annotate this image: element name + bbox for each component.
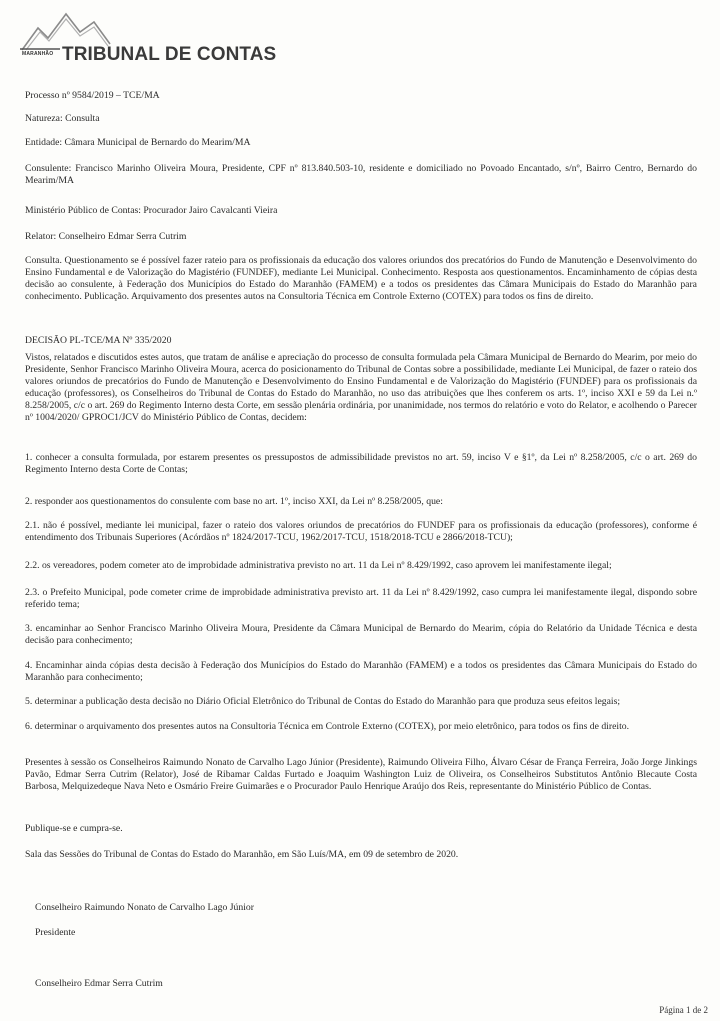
natureza-line: Natureza: Consulta (25, 113, 100, 124)
signature-name-2: Conselheiro Edmar Serra Cutrim (35, 978, 163, 989)
page-number: Página 1 de 2 (659, 1005, 708, 1015)
ementa-paragraph: Consulta. Questionamento se é possível fazer rateio para os profissionais da educação dos valores oriundos dos precatórios do Fundo de Manutenção e Desenvolvimento do Ensino Fundamental e de Valorização do Magistério (FUNDEF), mediante Lei Municipal. Conhecimento. Resposta aos questionamentos. Encaminhamento de cópias desta decisão ao consulente, à Federação dos Municípios do Estado do Maranhão (FAMEM) e a todos os presidentes das Câmara Municipais do Estado do Maranhão para conhecimento. Publicação. Arquivamento dos presentes autos na Consultoria Técnica em Controle Externo (COTEX) para todos os fins de direito. (25, 255, 697, 302)
item-2: 2. responder aos questionamentos do consulente com base no art. 1º, inciso XXI, da Lei nº 8.258/2005, que: (25, 496, 443, 507)
entidade-line: Entidade: Câmara Municipal de Bernardo do Mearim/MA (25, 137, 251, 148)
item-1: 1. conhecer a consulta formulada, por estarem presentes os pressupostos de admissibilidade previstos no art. 59, inciso V e §1º, da Lei nº 8.258/2005, c/c o art. 269 do Regimento Interno desta Corte de Contas; (25, 452, 697, 475)
presentes-paragraph: Presentes à sessão os Conselheiros Raimundo Nonato de Carvalho Lago Júnior (Presidente), Raimundo Oliveira Filho, Álvaro César de França Ferreira, João Jorge Jinkings Pavão, Edmar Serra Cutrim (Relator), José de Ribamar Caldas Furtado e Joaquim Washington Luiz de Oliveira, os Conselheiros Substitutos Antônio Blecaute Costa Barbosa, Melquizedeque Nava Neto e Osmário Freire Guimarães e o Procurador Paulo Henrique Araújo dos Reis, representante do Ministério Público de Contas. (25, 757, 697, 792)
publique-line: Publique-se e cumpra-se. (25, 823, 123, 834)
item-2-1: 2.1. não é possível, mediante lei municipal, fazer o rateio dos valores oriundos de precatórios do FUNDEF para os profissionais da educação (professores), conforme é entendimento dos Tribunais Superiores (Acórdãos nº 1824/2017-TCU, 1962/2017-TCU, 1518/2018-TCU e 2866/2018-TCU); (25, 520, 697, 543)
local-data-line: Sala das Sessões do Tribunal de Contas do Estado do Maranhão, em São Luís/MA, em 09 de setembro de 2020. (25, 849, 459, 860)
tce-logo (20, 8, 277, 68)
signature-role-1: Presidente (35, 927, 76, 938)
ministerio-line: Ministério Público de Contas: Procurador Jairo Cavalcanti Vieira (25, 205, 278, 216)
processo-line: Processo nº 9584/2019 – TCE/MA (25, 90, 160, 101)
preambulo-paragraph: Vistos, relatados e discutidos estes autos, que tratam de análise e apreciação do processo de consulta formulada pela Câmara Municipal de Bernardo do Mearim, por meio do Presidente, Senhor Francisco Marinho Oliveira Moura, acerca do posicionamento do Tribunal de Contas sobre a possibilidade, mediante Lei Municipal, de fazer o rateio dos valores oriundos de precatórios do Fundo de Manutenção e Desenvolvimento do Ensino Fundamental e de Valorização do Magistério (FUNDEF) para os profissionais da educação (professores), os Conselheiros do Tribunal de Contas do Estado do Maranhão, no uso das atribuições que lhes conferem os arts. 1º, inciso XXI e 59 da Lei n.º 8.258/2005, c/c o art. 269 do Regimento Interno desta Corte, em sessão plenária ordinária, por unanimidade, nos termos do relatório e voto do Relator, e acolhendo o Parecer nº 1004/2020/ GPROC1/JCV do Ministério Público de Contas, decidem: (25, 352, 697, 423)
logo-state-text: MARANHÃO (22, 51, 54, 57)
relator-line: Relator: Conselheiro Edmar Serra Cutrim (25, 231, 187, 242)
item-2-2: 2.2. os vereadores, podem cometer ato de improbidade administrativa previsto no art. 11 da Lei nº 8.429/1992, caso aprovem lei manifestamente ilegal; (25, 560, 612, 571)
item-3: 3. encaminhar ao Senhor Francisco Marinho Oliveira Moura, Presidente da Câmara Municipal de Bernardo do Mearim, cópia do Relatório da Unidade Técnica e desta decisão para conhecimento; (25, 623, 697, 646)
decisao-title: DECISÃO PL-TCE/MA Nº 335/2020 (25, 335, 172, 346)
consulente-paragraph: Consulente: Francisco Marinho Oliveira Moura, Presidente, CPF nº 813.840.503-10, residente e domiciliado no Povoado Encantado, s/nº, Bairro Centro, Bernardo do Mearim/MA (25, 163, 697, 186)
signature-name-1: Conselheiro Raimundo Nonato de Carvalho Lago Júnior (35, 902, 255, 913)
item-2-3: 2.3. o Prefeito Municipal, pode cometer crime de improbidade administrativa previsto art. 11 da Lei nº 8.429/1992, caso cumpra lei manifestamente ilegal, dispondo sobre referido tema; (25, 587, 697, 610)
item-4: 4. Encaminhar ainda cópias desta decisão à Federação dos Municípios do Estado do Maranhão (FAMEM) e a todos os presidentes das Câmara Municipais do Estado do Maranhão para conhecimento; (25, 660, 697, 683)
logo-name-text: TRIBUNAL DE CONTAS (62, 44, 277, 65)
item-5: 5. determinar a publicação desta decisão no Diário Oficial Eletrônico do Tribunal de Contas do Estado do Maranhão para que produza seus efeitos legais; (25, 696, 621, 707)
item-6: 6. determinar o arquivamento dos presentes autos na Consultoria Técnica em Controle Externo (COTEX), por meio eletrônico, para todos os fins de direito. (25, 721, 630, 732)
